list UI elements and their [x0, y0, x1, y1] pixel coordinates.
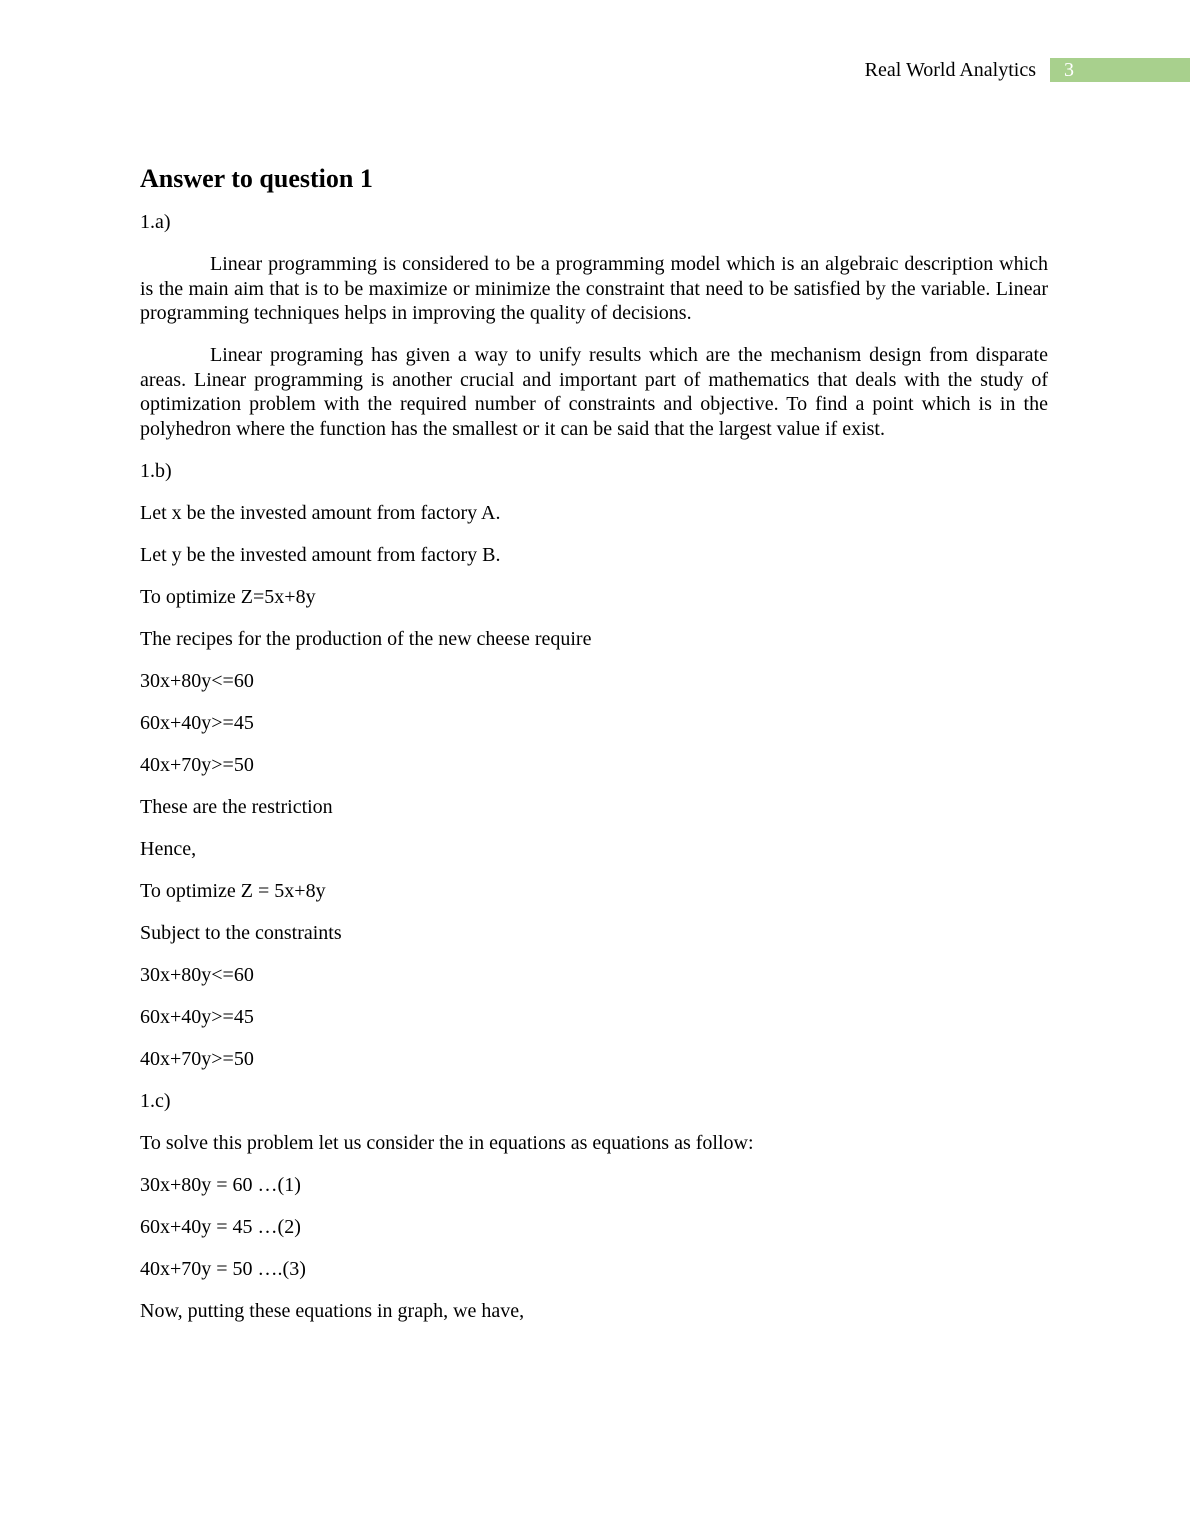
header-title: Real World Analytics — [864, 59, 1036, 81]
text-line: 30x+80y = 60 …(1) — [140, 1173, 301, 1196]
text-line: Let y be the invested amount from factory B. — [140, 543, 501, 566]
text-line: 40x+70y = 50 ….(3) — [140, 1257, 306, 1280]
text-line: 1.a) — [140, 211, 171, 233]
text-line: 1.b) — [140, 459, 172, 482]
text-line: These are the restriction — [140, 795, 333, 818]
text-line: 40x+70y>=50 — [140, 1047, 254, 1070]
text-line: Hence, — [140, 837, 197, 860]
text-line: Let x be the invested amount from factory A. — [140, 501, 501, 524]
text-line: 30x+80y<=60 — [140, 669, 254, 692]
text-line: The recipes for the production of the new cheese require — [140, 627, 592, 650]
text-line: 60x+40y = 45 …(2) — [140, 1215, 301, 1238]
text-line: To solve this problem let us consider the in equations as equations as follow: — [140, 1131, 754, 1154]
page-number: 3 — [1050, 58, 1190, 82]
text-line: To optimize Z = 5x+8y — [140, 879, 326, 902]
paragraph-list — [140, 210, 1048, 1323]
text-line: Now, putting these equations in graph, we have, — [140, 1299, 525, 1322]
text-line: Subject to the constraints — [140, 921, 342, 944]
text-line: To optimize Z=5x+8y — [140, 585, 316, 608]
body-paragraph: Linear programming is considered to be a programming model which is an algebraic description which is the main aim that is to be maximize or minimize the constraint that need to be satisfied by the variable. Linear programming techniques helps in improving the quality of decisions. — [140, 253, 1048, 324]
body-paragraph: Linear programing has given a way to unify results which are the mechanism design from disparate areas. Linear programming is another crucial and important part of mathematics that deals with the study of optimization problem with the required number of constraints and objective. To find a point which is in the polyhedron where the function has the smallest or it can be said that the largest value if exist. — [140, 344, 1048, 440]
text-line: 40x+70y>=50 — [140, 753, 254, 776]
page-header — [865, 56, 1190, 84]
text-line: 60x+40y>=45 — [140, 1005, 254, 1028]
text-line: 30x+80y<=60 — [140, 963, 254, 986]
document-body — [140, 162, 1048, 1341]
section-heading: Answer to question 1 — [140, 164, 373, 193]
text-line: 60x+40y>=45 — [140, 711, 254, 734]
text-line: 1.c) — [140, 1089, 171, 1112]
